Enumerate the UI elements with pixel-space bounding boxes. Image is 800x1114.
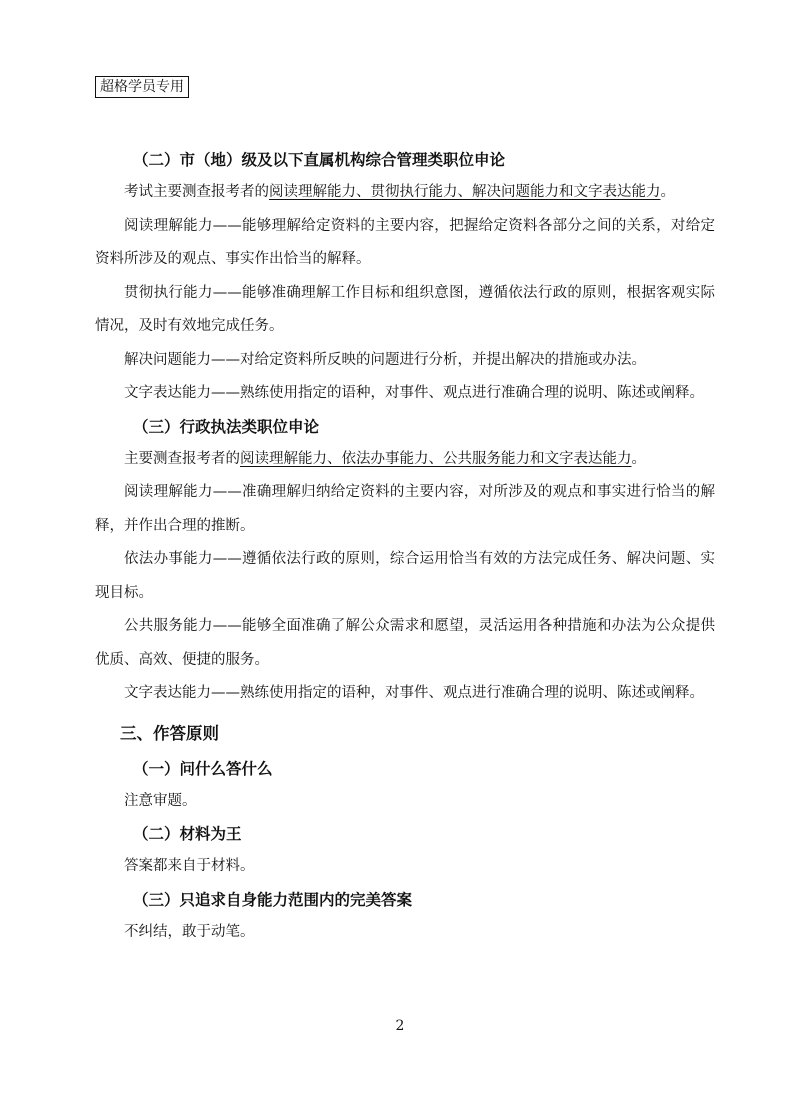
answer-principles-heading: 三、作答原则 bbox=[120, 723, 219, 743]
section-2-abilities-underlined: 阅读理解能力、贯彻执行能力、解决问题能力和文字表达能力 bbox=[269, 184, 661, 200]
section-3-law-ability: 依法办事能力——遵循依法行政的原则，综合运用恰当有效的方法完成任务、解决问题、实现目标。 bbox=[95, 551, 715, 601]
section-3-public-service-ability: 公共服务能力——能够全面准确了解公众需求和愿望，灵活运用各种措施和办法为公众提供优质、高效、便捷的服务。 bbox=[95, 618, 715, 668]
principle-2-heading: （二）材料为王 bbox=[133, 825, 242, 843]
section-2-execution-ability: 贯彻执行能力——能够准确理解工作目标和组织意图，遵循依法行政的原则，根据客观实际情况，及时有效地完成任务。 bbox=[95, 284, 715, 334]
section-2-heading: （二）市（地）级及以下直属机构综合管理类职位申论 bbox=[133, 151, 506, 169]
principle-3-heading: （三）只追求自身能力范围内的完美答案 bbox=[133, 890, 413, 909]
principle-1-heading: （一）问什么答什么 bbox=[133, 759, 273, 778]
section-3-heading: （三）行政执法类职位申论 bbox=[133, 417, 320, 436]
section-2-reading-ability: 阅读理解能力——能够理解给定资料的主要内容，把握给定资料各部分之间的关系，对给定资料所涉及的观点、事实作出恰当的解释。 bbox=[95, 217, 715, 267]
student-only-tag: 超格学员专用 bbox=[95, 76, 189, 98]
page-number: 2 bbox=[395, 1018, 405, 1034]
document-body bbox=[95, 144, 715, 949]
section-2-intro: 考试主要测查报考者的阅读理解能力、贯彻执行能力、解决问题能力和文字表达能力。 bbox=[124, 184, 675, 200]
section-2-writing-ability: 文字表达能力——熟练使用指定的语种，对事件、观点进行准确合理的说明、陈述或阐释。 bbox=[124, 385, 704, 401]
section-3-intro: 主要测查报考者的阅读理解能力、依法办事能力、公共服务能力和文字表达能力。 bbox=[124, 450, 646, 467]
section-2-problem-solving-ability: 解决问题能力——对给定资料所反映的问题进行分析，并提出解决的措施或办法。 bbox=[124, 351, 646, 368]
section-3-writing-ability: 文字表达能力——熟练使用指定的语种，对事件、观点进行准确合理的说明、陈述或阐释。 bbox=[124, 685, 704, 701]
section-3-abilities-underlined: 阅读理解能力、依法办事能力、公共服务能力和文字表达能力 bbox=[240, 450, 632, 467]
section-3-reading-ability: 阅读理解能力——准确理解归纳给定资料的主要内容，对所涉及的观点和事实进行恰当的解释，并作出合理的推断。 bbox=[95, 484, 715, 534]
principle-2-text: 答案都来自于材料。 bbox=[124, 858, 255, 874]
principle-3-text: 不纠结，敢于动笔。 bbox=[124, 923, 255, 940]
principle-1-text: 注意审题。 bbox=[124, 792, 197, 809]
